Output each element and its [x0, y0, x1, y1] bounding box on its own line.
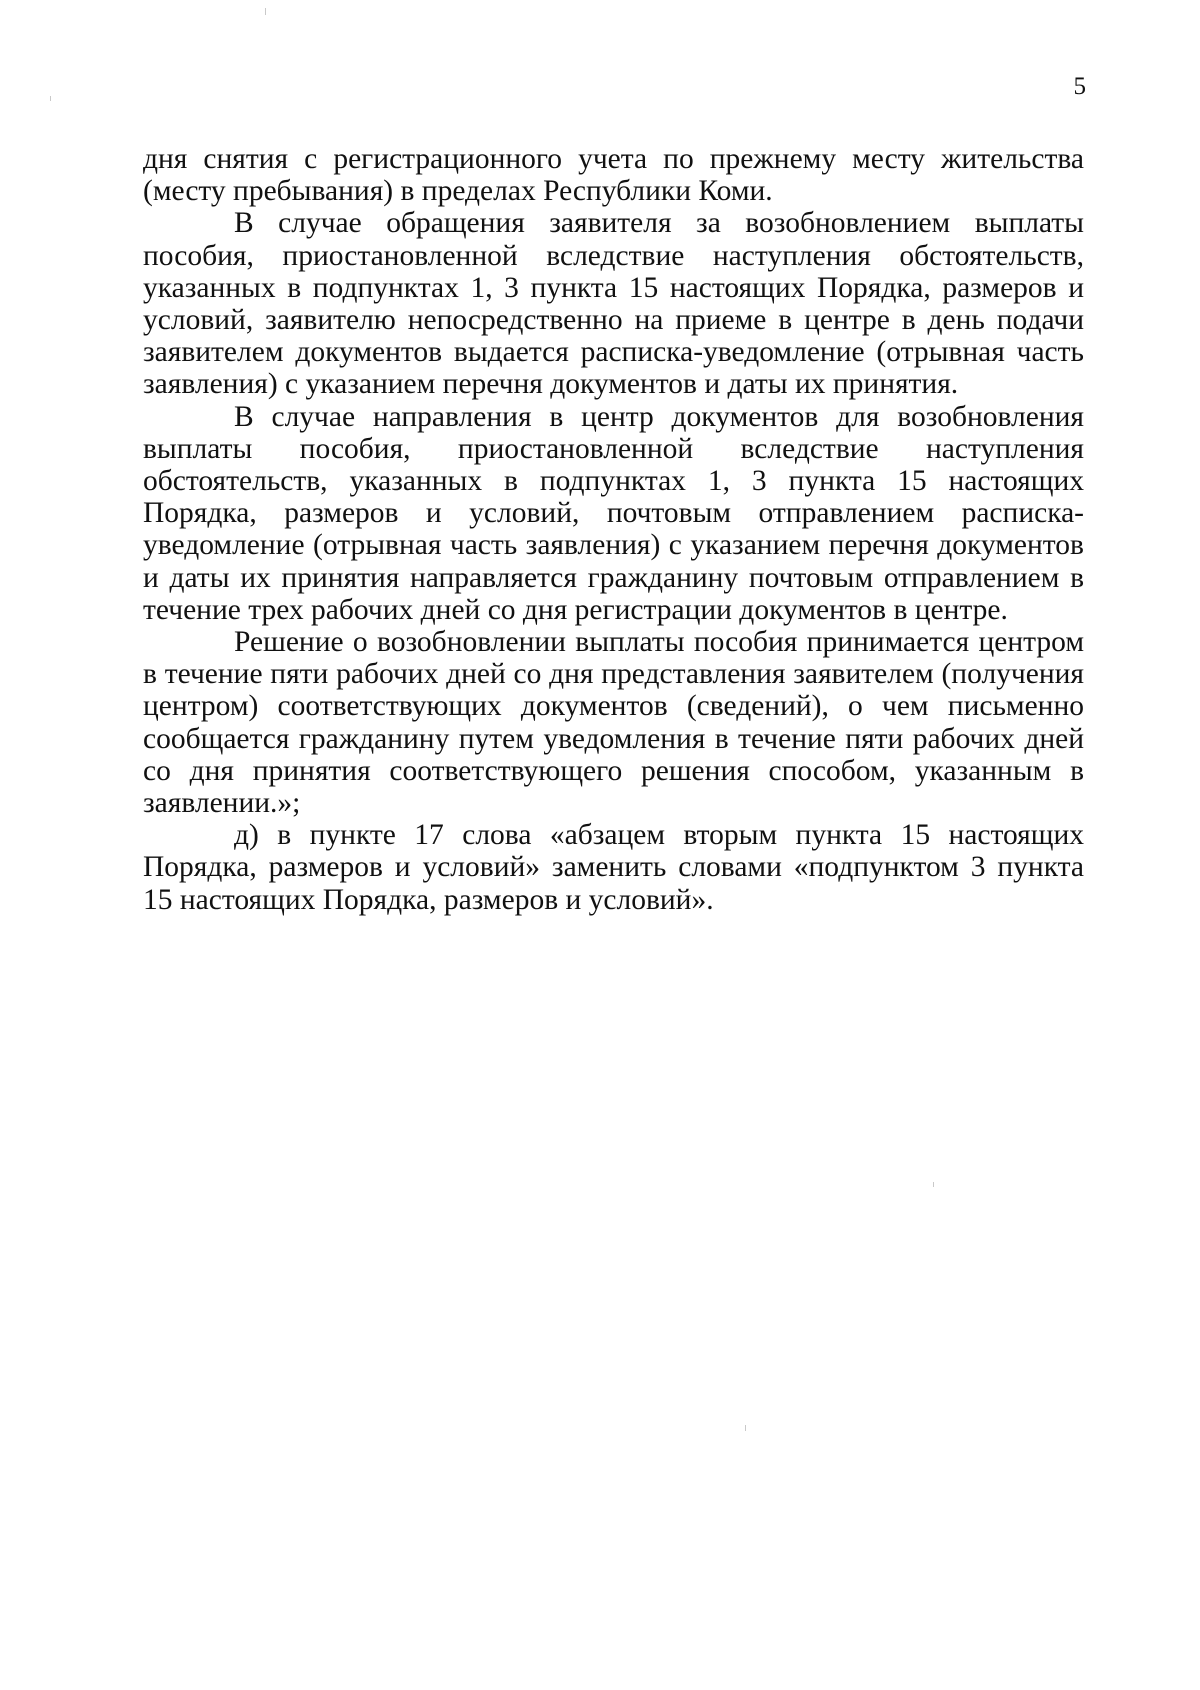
scan-speck [745, 1425, 746, 1431]
page-number: 5 [1073, 73, 1086, 100]
paragraph: Решение о возобновлении выплаты пособия принимается центром в течение пяти рабочих дней со дня представления заявителем (получения центром) соответствующих документов (сведений), о чем письменно сообщается гражданину путем уведомления в течение пяти рабочих дней со дня принятия соответствующего решения способом, указанным в заявлении.»; [143, 626, 1084, 820]
scan-speck [933, 1182, 934, 1187]
scan-speck [50, 96, 51, 101]
paragraph: В случае обращения заявителя за возобновлением выплаты пособия, приостановленной вследствие наступления обстоятельств, указанных в подпунктах 1, 3 пункта 15 настоящих Порядка, размеров и условий, заявителю непосредственно на приеме в центре в день подачи заявителем документов выдается расписка-уведомление (отрывная часть заявления) с указанием перечня документов и даты их принятия. [143, 207, 1084, 401]
paragraph: д) в пункте 17 слова «абзацем вторым пункта 15 настоящих Порядка, размеров и условий» заменить словами «подпунктом 3 пункта 15 настоящих Порядка, размеров и условий». [143, 819, 1084, 916]
paragraph: дня снятия с регистрационного учета по прежнему месту жительства (месту пребывания) в пределах Республики Коми. [143, 143, 1084, 208]
document-body [143, 143, 1084, 916]
scan-speck [265, 8, 266, 15]
paragraph: В случае направления в центр документов для возобновления выплаты пособия, приостановленной вследствие наступления обстоятельств, указанных в подпунктах 1, 3 пункта 15 настоящих Порядка, размеров и условий, почтовым отправлением расписка-уведомление (отрывная часть заявления) с указанием перечня документов и даты их принятия направляется гражданину почтовым отправлением в течение трех рабочих дней со дня регистрации документов в центре. [143, 400, 1084, 626]
